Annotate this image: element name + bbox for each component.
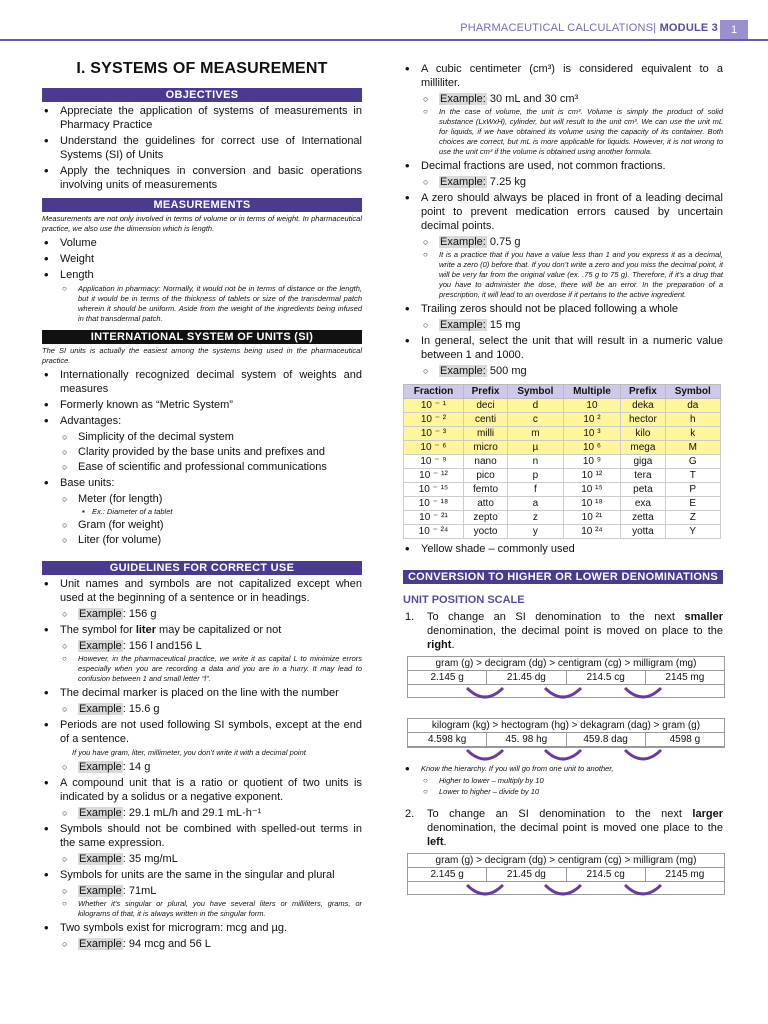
list-item: ○ Gram (for weight) [42,518,362,532]
text: To change an SI denomination to the next [427,808,693,820]
example-value: : 15.6 g [122,703,160,715]
objective-item: • Apply the techniques in conversion and basic operations involving units of measurements [42,164,362,192]
text-bold: smaller [684,611,723,623]
scale-value: 459.8 dag [567,733,646,746]
example-label: Example [79,640,122,652]
page-header [0,20,768,40]
table-cell: 10 ⁻ ² [404,413,464,427]
example-label: Example [79,807,122,819]
table-cell: µ [508,441,563,455]
table-cell: d [508,399,563,413]
note-item: ○ Higher to lower – multiply by 10 [403,776,723,786]
table-cell: centi [463,413,507,427]
note-item: • Know the hierarchy. If you will go from one unit to another, [403,764,723,774]
table-row [404,497,721,511]
example-value: : 29.1 mL/h and 29.1 mL·h⁻¹ [122,807,262,819]
list-item: • In general, select the unit that will result in a numeric value between 1 and 1000. [403,334,723,362]
list-item: • A cubic centimeter (cm³) is considered equivalent to a milliliter. [403,62,723,90]
table-cell: k [665,427,720,441]
list-item: • Formerly known as “Metric System” [42,398,362,412]
note-item: ○ Lower to higher – divide by 10 [403,787,723,797]
page-number: 1 [720,20,748,40]
example-label: Example [79,761,122,773]
text: denomination, the decimal point is moved one place to the [427,822,723,834]
example-value: : 35 mg/mL [122,853,178,865]
column-header: Symbol [665,385,720,399]
text: To change an SI denomination to the next [427,611,685,623]
text-bold: larger [692,808,723,820]
example-item [403,92,723,106]
table-cell: P [665,483,720,497]
table-cell: 10 ⁻ ²¹ [404,511,464,525]
list-item: • Symbols should not be combined with spelled-out terms in the same expression. [42,822,362,850]
unit-position-scale-title: UNIT POSITION SCALE [403,594,525,606]
scale-value: 214.5 cg [567,671,646,684]
table-cell: 10 ⁹ [563,455,621,469]
text: may be capitalized or not [156,624,282,636]
table-cell: h [665,413,720,427]
table-cell: giga [621,455,665,469]
table-row [404,455,721,469]
table-row [404,413,721,427]
list-item: ○ Meter (for length) [42,492,362,506]
example-label: Example [79,608,122,620]
list-item: • Periods are not used following SI symbols, except at the end of a sentence. [42,718,362,746]
guidelines-list [42,577,362,951]
example-value: 0.75 g [486,236,521,248]
text-bold: liter [135,624,156,636]
number: 2. [405,808,415,820]
table-cell: c [508,413,563,427]
table-header-row [404,385,721,399]
table-cell: E [665,497,720,511]
list-item: • Symbols for units are the same in the singular and plural [42,868,362,882]
measurements-heading: MEASUREMENTS [42,198,362,212]
example-item [42,806,362,820]
list-item: • Internationally recognized decimal system of weights and measures [42,368,362,396]
scale-value: 2145 mg [665,672,705,683]
table-note-list [403,542,723,556]
note-item: ○ However, in the pharmaceutical practice, we write it as capital L to minimize errors especially when you are recording a data and you are in a hurry. It may lead to confusion between 1 and small letter “l”. [42,654,362,684]
table-cell: 10 ² [563,413,621,427]
table-cell: Z [665,511,720,525]
example-label: Example [79,885,122,897]
right-column [403,60,723,897]
table-cell: 10 ⁻ ²⁴ [404,525,464,539]
example-value: : 14 g [122,761,151,773]
scale-values [408,868,724,882]
table-cell: 10 ⁶ [563,441,621,455]
list-item: • A zero should always be placed in front of a leading decimal point to prevent medication errors caused by uncertain decimal points. [403,191,723,233]
table-cell: tera [621,469,665,483]
example-item [403,318,723,332]
text: The symbol for [60,624,136,636]
table-cell: nano [463,455,507,469]
scale-values [408,671,724,685]
example-item [403,175,723,189]
list-item: • Yellow shade – commonly used [403,542,723,556]
example-value: 7.25 kg [486,176,526,188]
example-item [42,760,362,774]
scale-value: 45. 98 hg [487,733,566,746]
list-item: • Unit names and symbols are not capitalized except when used at the beginning of a sentence or in headings. [42,577,362,605]
curved-arrow-icon [403,883,723,905]
table-cell: 10 ¹⁸ [563,497,621,511]
table-row [404,441,721,455]
scale-value: 4598 g [669,734,701,745]
column-header: Prefix [621,385,665,399]
left-column [42,60,362,952]
table-body [404,399,721,539]
table-cell: M [665,441,720,455]
table-cell: micro [463,441,507,455]
scale-value: 2.145 g [408,868,487,881]
measurements-list [42,236,362,324]
table-row [404,399,721,413]
table-cell: 10 ⁻ ³ [404,427,464,441]
number: 1. [405,611,415,623]
hierarchy-notes [403,764,723,797]
note-item: ○ It is a practice that if you have a value less than 1 and you express it as a decimal, write a zero (0) before that. If you don’t write a zero and you miss the decimal point, it will be very far from the original value (ex. .75 g to 75 g). Therefore, if it’s a drug that you have to administer the dose, there will be an error. In the preparation of a prescription, it will lead to an overdose if it pertains to the active ingredient. [403,250,723,300]
table-cell: yocto [463,525,507,539]
list-item: • Volume [42,236,362,250]
list-item: • Length [42,268,362,282]
example-item [42,702,362,716]
si-list [42,368,362,547]
list-item: ○ Liter (for volume) [42,533,362,547]
table-cell: p [508,469,563,483]
text: denomination, the decimal point is moved on place to the [427,625,723,637]
note-item: ○ Whether it’s singular or plural, you have several liters or milliliters, grams, or kilograms of that, it is always written in the singular form. [42,899,362,919]
si-heading: INTERNATIONAL SYSTEM OF UNITS (SI) [42,330,362,344]
example-item [42,639,362,653]
column-header: Fraction [404,385,464,399]
example-value: : 94 mcg and 56 L [122,938,211,950]
measurements-note: Measurements are not only involved in terms of volume or in terms of weight. In pharmaceutical practice, we also use the dimension which is length. [42,214,362,233]
table-cell: zetta [621,511,665,525]
table-cell: da [665,399,720,413]
scale-value: 214.5 cg [567,868,646,881]
example-label: Example: [440,365,486,377]
length-note: ○ Application in pharmacy: Normally, it would not be in terms of distance or the length, but it would be in terms of the thickness of tablets or size of the transdermal patch wherein it should be uniform. Aside from the weight of the ingredients being infused in that transdermal patch. [42,284,362,324]
table-cell: mega [621,441,665,455]
table-cell: 10 ³ [563,427,621,441]
scale-header: gram (g) > decigram (dg) > centigram (cg) > milligram (mg) [408,854,724,868]
example-value: : 71mL [122,885,157,897]
table-cell: 10 ²¹ [563,511,621,525]
table-cell: 10 ⁻ ¹² [404,469,464,483]
example-item [403,235,723,249]
example-label: Example: [440,93,486,105]
table-cell: 10 [563,399,621,413]
table-cell: femto [463,483,507,497]
example-value: 15 mg [486,319,521,331]
objective-item: • Understand the guidelines for correct use of International Systems (SI) of Units [42,134,362,162]
note-item: ○ In the case of volume, the unit is cm³. Volume is simply the product of solid substance (LxWxH), cylinder, but will result to the unit cm³. We can use the unit mL for liquids, if we have obtained its volume using the capacity of its container. Both choices are correct, but mL is more applicable for liquids. However, it is not wrong to use the unit cm³ if the volume is obtained using another formula. [403,107,723,157]
table-row [404,469,721,483]
list-item: • Two symbols exist for microgram: mcg and µg. [42,921,362,935]
table-cell: G [665,455,720,469]
table-cell: Y [665,525,720,539]
text-bold: right [427,639,452,651]
example-label: Example [79,853,122,865]
guidelines-list-continued [403,62,723,378]
list-item: • Decimal fractions are used, not common fractions. [403,159,723,173]
note-item: If you have gram, liter, millimeter, you don’t write it with a decimal point [72,748,306,757]
example-value: 30 mL and 30 cm³ [486,93,579,105]
table-row [404,525,721,539]
table-cell: 10 ⁻ ¹⁸ [404,497,464,511]
table-cell: f [508,483,563,497]
column-header: Multiple [563,385,621,399]
table-cell: atto [463,497,507,511]
table-cell: 10 ⁻ ⁶ [404,441,464,455]
numbered-item: 2. To change an SI denomination to the next larger denomination, the decimal point is moved one place to the left. [405,808,723,848]
table-cell: a [508,497,563,511]
si-prefix-table [403,384,721,539]
guidelines-heading: GUIDELINES FOR CORRECT USE [42,561,362,575]
scale-value: 21.45 dg [487,868,566,881]
scale-value: 4.598 kg [408,733,487,746]
scale-value: 2.145 g [408,671,487,684]
example-item [42,884,362,898]
scale-value: 2145 mg [665,869,705,880]
table-cell: milli [463,427,507,441]
table-cell: 10 ¹² [563,469,621,483]
objectives-list [42,104,362,192]
header-rule [0,39,768,41]
table-cell: 10 ⁻ ¹⁵ [404,483,464,497]
table-cell: zepto [463,511,507,525]
scale-header: gram (g) > decigram (dg) > centigram (cg) > milligram (mg) [408,657,724,671]
table-cell: 10 ⁻ ¹ [404,399,464,413]
list-item: • Trailing zeros should not be placed following a whole [403,302,723,316]
table-cell: z [508,511,563,525]
example-item [42,937,362,951]
list-item: • Advantages: [42,414,362,428]
section-title: I. SYSTEMS OF MEASUREMENT [76,60,328,77]
table-cell: exa [621,497,665,511]
list-item [42,623,362,637]
objectives-heading: OBJECTIVES [42,88,362,102]
example-item [403,364,723,378]
example-value: : 156 l and156 L [122,640,202,652]
column-header: Symbol [508,385,563,399]
list-item: ○ Ease of scientific and professional communications [42,460,362,474]
example-label: Example [79,703,122,715]
example-value: : 156 g [122,608,157,620]
scale-value: 21.45 dg [487,671,566,684]
list-item: ▪ Ex.: Diameter of a tablet [42,507,362,517]
table-row [404,511,721,525]
example-item [42,607,362,621]
table-cell: 10 ²⁴ [563,525,621,539]
table-cell: deka [621,399,665,413]
table-cell: peta [621,483,665,497]
list-item: • The decimal marker is placed on the line with the number [42,686,362,700]
example-label: Example: [440,319,486,331]
example-label: Example: [440,176,486,188]
curved-arrow-icon [403,686,723,708]
table-cell: pico [463,469,507,483]
si-note: The SI units is actually the easiest among the systems being used in the pharmaceutical practice. [42,346,362,365]
column-header: Prefix [463,385,507,399]
table-cell: kilo [621,427,665,441]
table-cell: 10 ¹⁵ [563,483,621,497]
table-cell: T [665,469,720,483]
scale-values [408,733,724,747]
table-cell: deci [463,399,507,413]
table-cell: yotta [621,525,665,539]
list-item: ○ Simplicity of the decimal system [42,430,362,444]
example-value: 500 mg [486,365,527,377]
list-item: • Weight [42,252,362,266]
list-item: ○ Clarity provided by the base units and prefixes and [42,445,362,459]
list-item: • Base units: [42,476,362,490]
table-row [404,483,721,497]
example-label: Example: [440,236,486,248]
list-item: • A compound unit that is a ratio or quotient of two units is indicated by a solidus or a negative exponent. [42,776,362,804]
table-cell: hector [621,413,665,427]
unit-scale-2 [407,718,725,748]
objective-item: • Appreciate the application of systems of measurements in Pharmacy Practice [42,104,362,132]
header-title: PHARMACEUTICAL CALCULATIONS| MODULE 3 [460,22,718,34]
table-cell: m [508,427,563,441]
table-cell: 10 ⁻ ⁹ [404,455,464,469]
text-bold: left [427,836,444,848]
table-cell: y [508,525,563,539]
example-item [42,852,362,866]
table-cell: n [508,455,563,469]
table-row [404,427,721,441]
conversion-heading: CONVERSION TO HIGHER OR LOWER DENOMINATIONS [403,570,723,584]
example-label: Example [79,938,122,950]
scale-header: kilogram (kg) > hectogram (hg) > dekagram (dag) > gram (g) [408,719,724,733]
numbered-item: 1. To change an SI denomination to the next smaller denomination, the decimal point is moved on place to the right. [405,611,723,651]
